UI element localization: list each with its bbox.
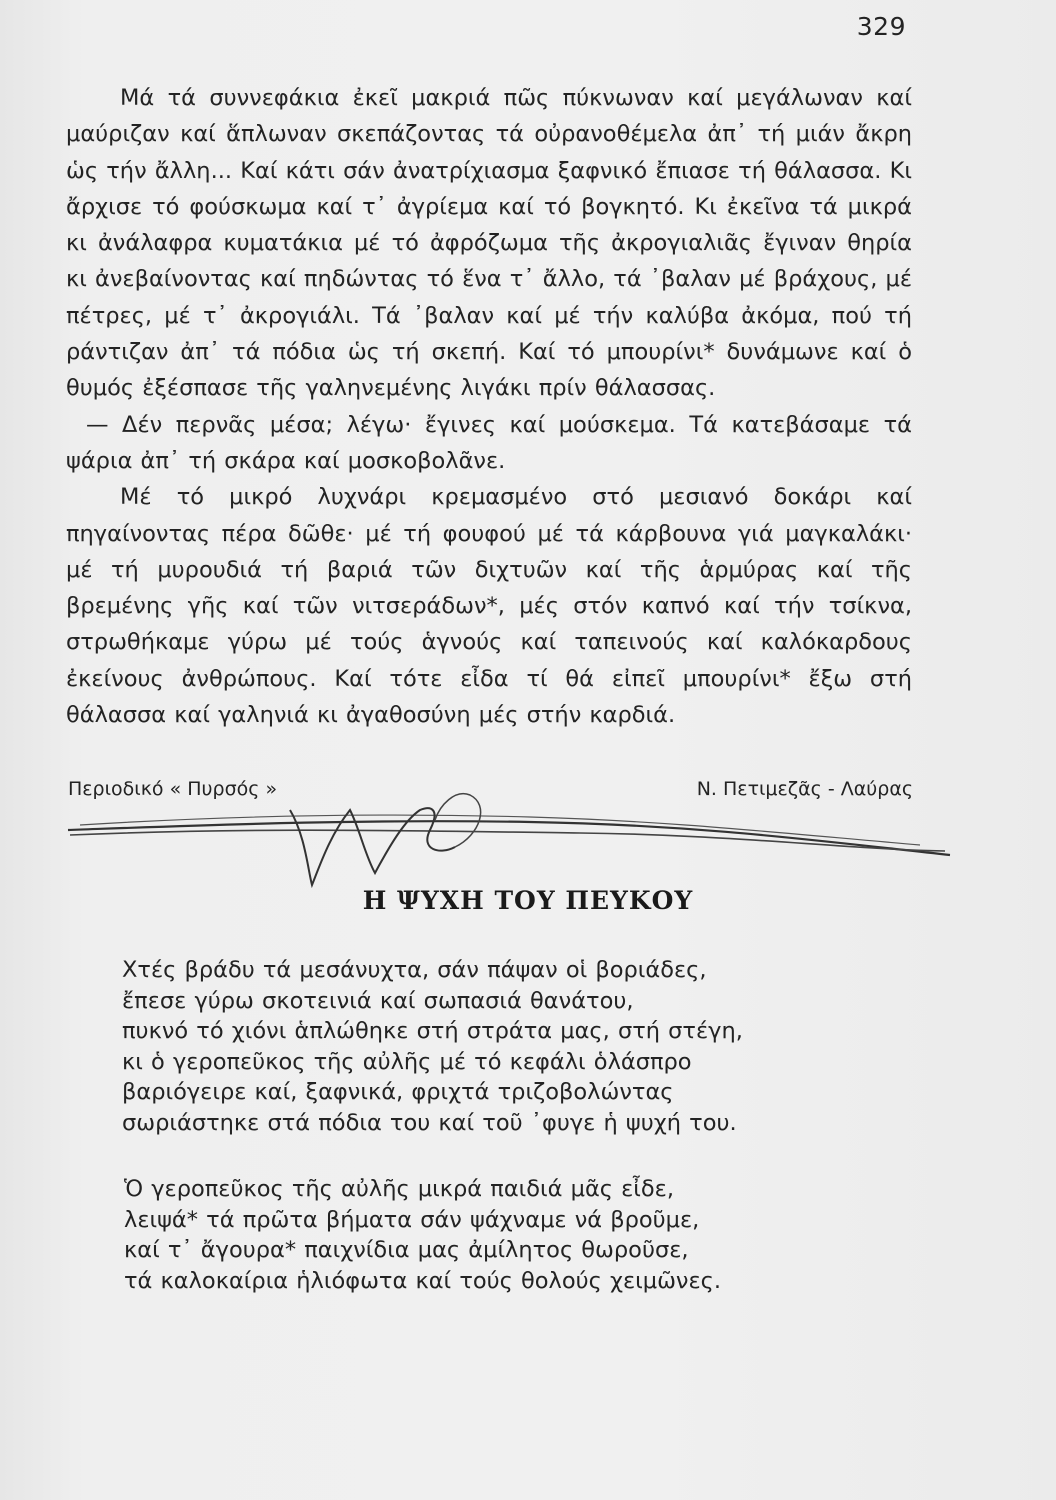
poem (122, 955, 922, 1296)
poem-line: τά καλοκαίρια ἡλιόφωτα καί τούς θολούς χειμῶνες. (124, 1267, 722, 1294)
poem-line: σωριάστηκε στά πόδια του καί τοῦ ᾽φυγε ἡ ψυχή του. (122, 1109, 737, 1136)
poem-line: ἔπεσε γύρω σκοτεινιά καί σωπασιά θανάτου, (122, 987, 634, 1014)
poem-stanza-2 (122, 1174, 922, 1296)
poem-line: κι ὁ γεροπεῦκος τῆς αὐλῆς μέ τό κεφάλι ὁλάσπρο (122, 1048, 692, 1075)
poem-stanza-1 (122, 955, 922, 1138)
handwritten-signature (60, 775, 960, 890)
author-credit: Ν. Πετιμεζᾶς - Λαύρας (696, 778, 913, 800)
prose-paragraph-3: Μέ τό μικρό λυχνάρι κρεμασμένο στό μεσιανό δοκάρι καί πηγαίνοντας πέρα δῶθε· μέ τή φουφού μέ τά κάρβουνα γιά μαγκαλάκι· μέ τή μυρουδιά τή βαριά τῶν διχτυῶν καί τῆς ἁρμύρας καί τῆς βρεμένης γῆς καί τῶν νιτσεράδων*, μές στόν καπνό καί τήν τσίκνα, στρωθήκαμε γύρω μέ τούς ἁγνούς καί ταπεινούς καί καλόκαρδους ἐκείνους ἀνθρώπους. Καί τότε εἶδα τί θά εἰπεῖ μπουρίνι* ἔξω στή θάλασσα καί γαληνιά κι ἀγαθοσύνη μές στήν καρδιά. (66, 484, 912, 729)
poem-line: βαριόγειρε καί, ξαφνικά, φριχτά τριζοβολώντας (122, 1079, 674, 1105)
poem-line: καί τ᾽ ἄγουρα* παιχνίδια μας ἀμίλητος θωροῦσε, (124, 1237, 689, 1263)
poem-line: Χτές βράδυ τά μεσάνυχτα, σάν πάψαν οἱ βοριάδες, (122, 957, 707, 983)
poem-title: Η ΨΥΧΗ ΤΟΥ ΠΕΥΚΟΥ (362, 886, 694, 915)
prose-section (66, 80, 912, 733)
prose-paragraph-2: — Δέν περνᾶς μέσα; λέγω· ἔγινες καί μούσκεμα. Τά κατεβάσαμε τά ψάρια ἀπ᾽ τή σκάρα καί μοσκοβολᾶνε. (66, 411, 912, 474)
poem-line: Ὁ γεροπεῦκος τῆς αὐλῆς μικρά παιδιά μᾶς εἶδε, (124, 1176, 674, 1202)
poem-line: λειψά* τά πρῶτα βήματα σάν ψάχναμε νά βροῦμε, (124, 1206, 700, 1233)
periodical-credit: Περιοδικό « Πυρσός » (68, 778, 278, 800)
page-number: 329 (856, 12, 906, 41)
poem-line: πυκνό τό χιόνι ἁπλώθηκε στή στράτα μας, στή στέγη, (122, 1018, 743, 1044)
prose-paragraph-1: Μά τά συννεφάκια ἐκεῖ μακριά πῶς πύκνωναν καί μεγάλωναν καί μαύριζαν καί ἅπλωναν σκεπάζοντας τά οὐρανοθέμελα ἀπ᾽ τή μιάν ἄκρη ὡς τήν ἄλλη... Καί κάτι σάν ἀνατρίχιασμα ξαφνικό ἔπιασε τή θάλασσα. Κι ἄρχισε τό φούσκωμα καί τ᾽ ἀγρίεμα καί τό βογκητό. Κι ἐκεῖνα τά μικρά κι ἀνάλαφρα κυματάκια μέ τό ἀφρόζωμα τῆς ἀκρογιαλιᾶς ἔγιναν θηρία κι ἀνεβαίνοντας καί πηδώντας τό ἕνα τ᾽ ἄλλο, τά ᾽βαλαν μέ βράχους, μέ πέτρες, μέ τ᾽ ἀκρογιάλι. Τά ᾽βαλαν καί μέ τήν καλύβα ἀκόμα, πού τή ράντιζαν ἀπ᾽ τά πόδια ὡς τή σκεπή. Καί τό μπουρίνι* δυνάμωνε καί ὁ θυμός ἐξέσπασε τῆς γαληνεμένης λιγάκι πρίν θάλασσας. (66, 85, 912, 402)
